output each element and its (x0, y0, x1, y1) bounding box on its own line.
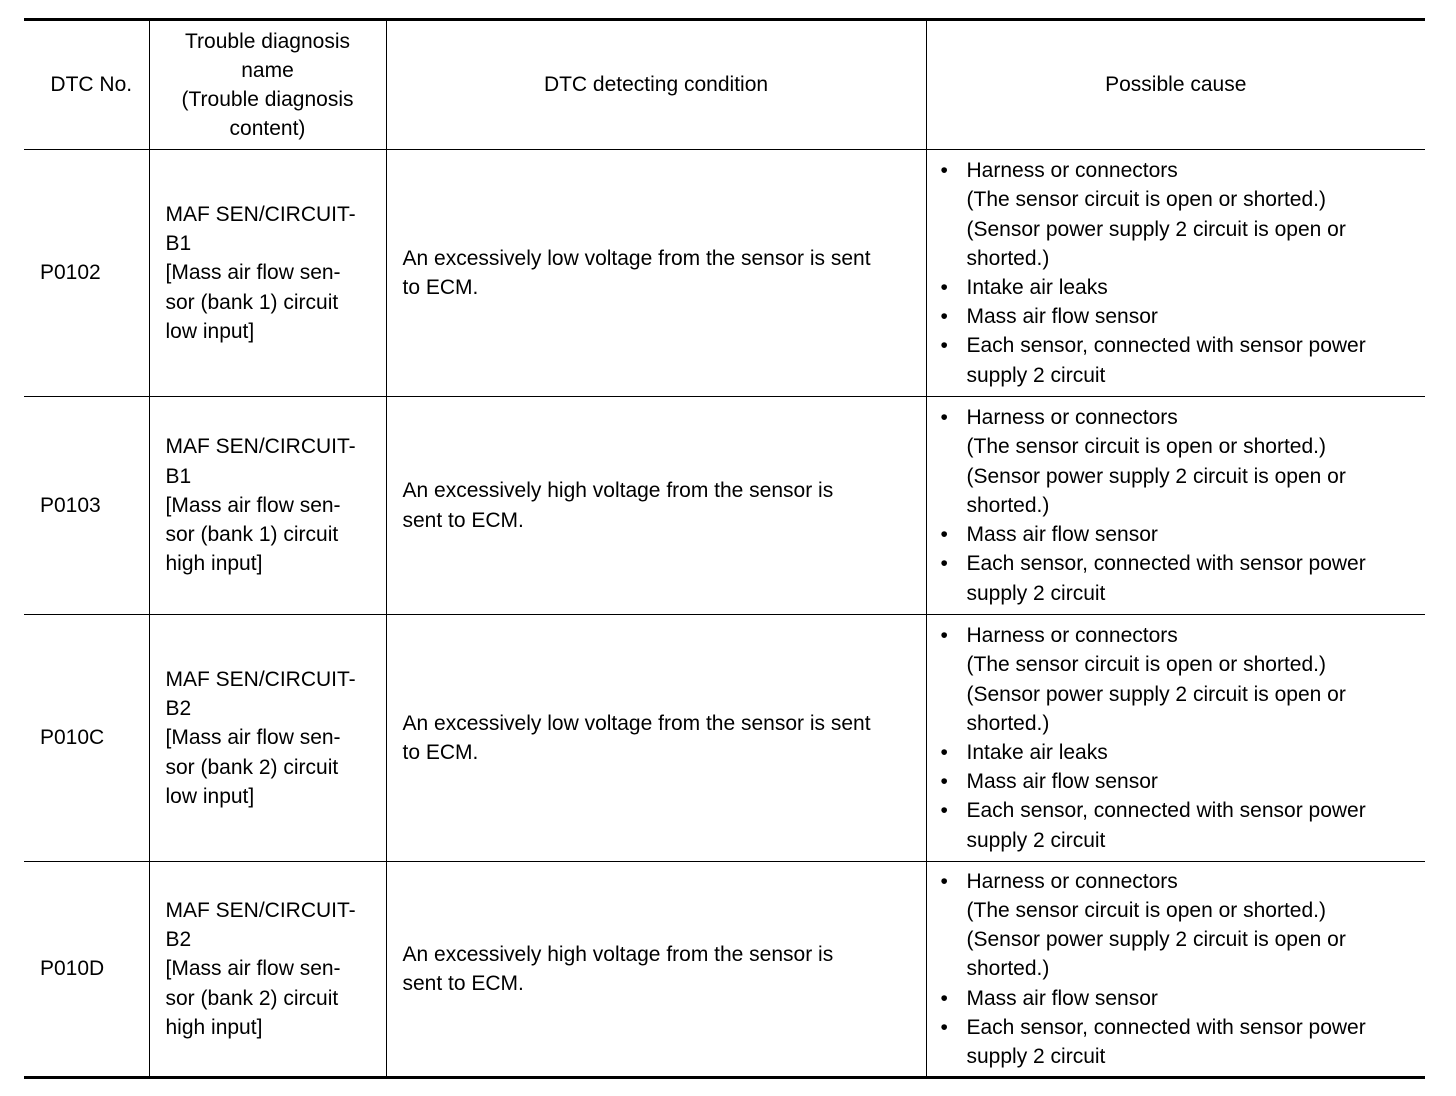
diagnosis-name-line: MAF SEN/CIRCUIT- (165, 898, 356, 922)
cause-line: shorted.) (966, 246, 1050, 270)
diagnosis-name-line: MAF SEN/CIRCUIT- (165, 435, 356, 459)
cause-item (941, 867, 1420, 984)
diagnosis-name-line: [Mass air flow sen- (165, 957, 341, 981)
possible-cause (926, 862, 1425, 1078)
header-row (24, 20, 1425, 150)
condition-line: An excessively low voltage from the sensor is sent (402, 246, 871, 270)
diagnosis-name-line: sor (bank 2) circuit (165, 986, 339, 1010)
possible-cause (926, 150, 1425, 397)
cause-line: (The sensor circuit is open or shorted.) (966, 188, 1326, 212)
condition-line: to ECM. (402, 741, 479, 764)
cause-line: shorted.) (966, 493, 1050, 517)
condition-line: An excessively low voltage from the sensor is sent (402, 711, 871, 735)
header-dtc-no: DTC No. (24, 20, 149, 150)
table-row (24, 615, 1425, 862)
cause-line: supply 2 circuit (966, 363, 1106, 387)
cause-item (941, 331, 1420, 389)
table-body (24, 150, 1425, 1078)
cause-item (941, 403, 1420, 520)
cause-line: • Mass air flow sensor (966, 305, 1158, 329)
header-name-line: Trouble diagnosis (185, 29, 350, 53)
diagnosis-name-line: high input] (165, 552, 263, 576)
trouble-diagnosis-name (149, 397, 386, 615)
header-name-line: name (241, 58, 294, 82)
cause-line: shorted.) (966, 957, 1050, 981)
cause-item (941, 520, 1420, 549)
cause-line: • Each sensor, connected with sensor power (966, 799, 1366, 823)
cause-line: • Harness or connectors (966, 869, 1178, 893)
trouble-diagnosis-name (149, 150, 386, 397)
diagnosis-name-line: [Mass air flow sen- (165, 726, 341, 750)
cause-line: • Intake air leaks (966, 276, 1108, 299)
diagnosis-name-line: B1 (165, 232, 192, 256)
table-row (24, 150, 1425, 397)
trouble-diagnosis-name (149, 615, 386, 862)
diagnosis-name-line: B2 (165, 697, 192, 721)
cause-list (941, 156, 1420, 390)
diagnosis-name-line: low input] (165, 319, 255, 343)
cause-line: (Sensor power supply 2 circuit is open or (966, 464, 1346, 488)
cause-line: • Intake air leaks (966, 741, 1108, 764)
table-row (24, 397, 1425, 615)
cause-line: • Harness or connectors (966, 406, 1178, 430)
cause-item (941, 738, 1420, 767)
cause-item (941, 1013, 1420, 1071)
header-detecting-condition: DTC detecting condition (386, 20, 926, 150)
diagnosis-name-line: B2 (165, 928, 192, 952)
cause-item (941, 302, 1420, 331)
cause-line: (The sensor circuit is open or shorted.) (966, 898, 1326, 922)
cause-line: • Each sensor, connected with sensor power (966, 552, 1366, 576)
detecting-condition (386, 397, 926, 615)
dtc-code: P0102 (24, 150, 149, 397)
diagnosis-name-line: [Mass air flow sen- (165, 493, 341, 517)
cause-line: • Each sensor, connected with sensor power (966, 334, 1366, 358)
diagnosis-name-line: MAF SEN/CIRCUIT- (165, 667, 356, 691)
cause-line: supply 2 circuit (966, 828, 1106, 852)
detecting-condition (386, 150, 926, 397)
cause-list (941, 867, 1420, 1071)
condition-line: An excessively high voltage from the sensor is (402, 479, 834, 503)
condition-line: An excessively high voltage from the sensor is (402, 942, 834, 966)
cause-item (941, 621, 1420, 738)
header-name-line: content) (229, 117, 306, 141)
condition-line: to ECM. (402, 276, 479, 299)
diagnosis-name-line: sor (bank 1) circuit (165, 523, 339, 547)
cause-item (941, 767, 1420, 796)
dtc-code: P0103 (24, 397, 149, 615)
cause-item (941, 549, 1420, 607)
cause-line: (Sensor power supply 2 circuit is open or (966, 682, 1346, 706)
header-possible-cause: Possible cause (926, 20, 1425, 150)
diagnosis-name-line: sor (bank 1) circuit (165, 290, 339, 314)
possible-cause (926, 615, 1425, 862)
dtc-code: P010C (24, 615, 149, 862)
diagnosis-name-line: low input] (165, 784, 255, 808)
dtc-table (24, 18, 1425, 1079)
cause-line: (The sensor circuit is open or shorted.) (966, 435, 1326, 459)
cause-line: (Sensor power supply 2 circuit is open or (966, 928, 1346, 952)
cause-line: • Mass air flow sensor (966, 770, 1158, 794)
diagnosis-name-line: B1 (165, 464, 192, 488)
cause-item (941, 984, 1420, 1013)
possible-cause (926, 397, 1425, 615)
table-header (24, 20, 1425, 150)
diagnosis-name-line: sor (bank 2) circuit (165, 755, 339, 779)
trouble-diagnosis-name (149, 862, 386, 1078)
cause-line: • Mass air flow sensor (966, 986, 1158, 1010)
cause-line: (Sensor power supply 2 circuit is open or (966, 217, 1346, 241)
detecting-condition (386, 615, 926, 862)
cause-line: (The sensor circuit is open or shorted.) (966, 653, 1326, 677)
cause-line: supply 2 circuit (966, 581, 1106, 605)
cause-line: • Mass air flow sensor (966, 523, 1158, 547)
cause-line: supply 2 circuit (966, 1045, 1106, 1068)
cause-line: • Harness or connectors (966, 624, 1178, 648)
header-name-line: (Trouble diagnosis (181, 88, 354, 111)
cause-item (941, 156, 1420, 273)
condition-line: sent to ECM. (402, 508, 524, 532)
dtc-code: P010D (40, 957, 105, 981)
header-trouble-diagnosis-name (149, 20, 386, 150)
condition-line: sent to ECM. (402, 972, 524, 995)
diagnosis-name-line: MAF SEN/CIRCUIT- (165, 202, 356, 226)
cause-line: shorted.) (966, 711, 1050, 735)
cause-list (941, 403, 1420, 607)
cause-item (941, 796, 1420, 854)
table-row (24, 862, 1425, 1078)
cause-item (941, 273, 1420, 302)
cause-line: • Harness or connectors (966, 159, 1178, 183)
cause-list (941, 621, 1420, 855)
diagnosis-name-line: high input] (165, 1015, 263, 1039)
cause-line: • Each sensor, connected with sensor power (966, 1015, 1366, 1039)
diagnosis-name-line: [Mass air flow sen- (165, 261, 341, 285)
detecting-condition (386, 862, 926, 1078)
